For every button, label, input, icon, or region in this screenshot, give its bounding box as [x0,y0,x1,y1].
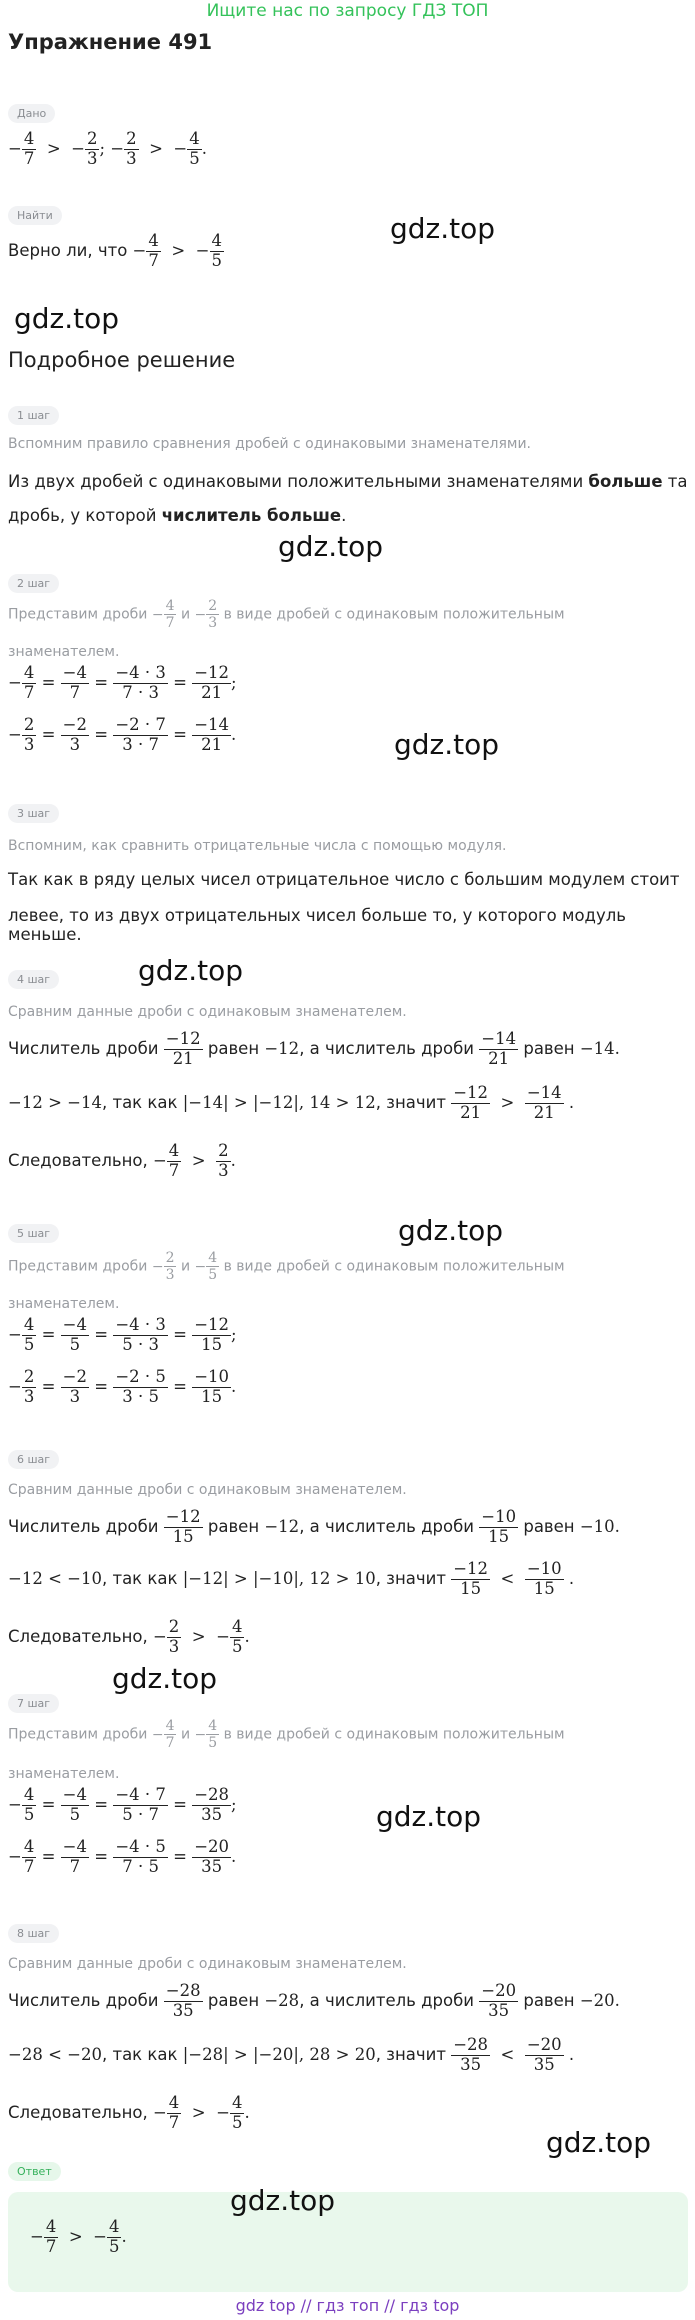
conversion-row: − $\frac{4}{5}$ = $\frac{-4}{5}$ = $\frac{-4 \cdot 3}{5 \cdot 3}$ = $\frac{-12}{15}$ ; [8,1315,237,1354]
conversion-row: − $\frac{2}{3}$ = $\frac{-2}{3}$ = $\frac{-2 \cdot 7}{3 \cdot 7}$ = $\frac{-14}{21}$ . [8,715,237,754]
step-tag: 7 шаг [8,1692,59,1713]
watermark: gdz.top [14,302,120,335]
conclusion: Следовательно, − $\frac{4}{7}$ > − $\frac{4}{5}$ . [8,2093,250,2132]
answer-expression: − $\frac{4}{7}$ > − $\frac{4}{5}$ . [30,2217,127,2256]
step-hint: Представим дроби − $\frac{4}{7}$ и − $\frac{4}{5}$ в виде дробей с одинаковым положительным [8,1718,565,1752]
step-hint: Вспомним, как сравнить отрицательные числа с помощью модуля. [8,838,507,854]
watermark: gdz.top [376,1800,482,1833]
footer-links[interactable]: gdz top // гдз топ // гдз top [235,2296,460,2315]
step-hint: Сравним данные дроби с одинаковым знаменателем. [8,1956,407,1972]
given-expression: − $\frac{4}{7}$ > − $\frac{2}{3}$ ; − $\frac{2}{3}$ > − $\frac{4}{5}$ . [8,129,207,168]
step-hint-cont: знаменателем. [8,1296,120,1312]
rule-line-1: Из двух дробей с одинаковыми положительными знаменателями больше та [8,472,688,491]
modulus-comparison: −12 < −10, так как |−12| > |−10|, 12 > 10, значит $\frac{-12}{15}$ < $\frac{-10}{15}$ . [8,1559,575,1598]
step-hint: Сравним данные дроби с одинаковым знаменателем. [8,1004,407,1020]
conclusion: Следовательно, − $\frac{4}{7}$ > $\frac{2}{3}$ . [8,1141,236,1180]
find-tag: Найти [8,204,62,225]
solution-title: Подробное решение [8,348,236,372]
watermark: gdz.top [398,1214,504,1247]
given-tag: Дано [8,102,55,123]
watermark: gdz.top [112,1662,218,1695]
conversion-row: − $\frac{4}{7}$ = $\frac{-4}{7}$ = $\frac{-4 \cdot 3}{7 \cdot 3}$ = $\frac{-12}{21}$ ; [8,663,237,702]
numerator-comparison: Числитель дроби $\frac{-28}{35}$ равен −28, а числитель дроби $\frac{-20}{35}$ равен −20. [8,1981,620,2020]
numerator-comparison: Числитель дроби $\frac{-12}{21}$ равен −12, а числитель дроби $\frac{-14}{21}$ равен −14. [8,1029,620,1068]
explanation-line-1: Так как в ряду целых чисел отрицательное число с большим модулем стоит [8,870,680,889]
numerator-comparison: Числитель дроби $\frac{-12}{15}$ равен −12, а числитель дроби $\frac{-10}{15}$ равен −10. [8,1507,620,1546]
conversion-row: − $\frac{4}{5}$ = $\frac{-4}{5}$ = $\frac{-4 \cdot 7}{5 \cdot 7}$ = $\frac{-28}{35}$ ; [8,1785,237,1824]
step-hint-cont: знаменателем. [8,644,120,660]
conclusion: Следовательно, − $\frac{2}{3}$ > − $\frac{4}{5}$ . [8,1617,250,1656]
watermark: gdz.top [278,530,384,563]
step-tag: 5 шаг [8,1222,59,1243]
modulus-comparison: −28 < −20, так как |−28| > |−20|, 28 > 20, значит $\frac{-28}{35}$ < $\frac{-20}{35}$ . [8,2035,575,2074]
modulus-comparison: −12 > −14, так как |−14| > |−12|, 14 > 12, значит $\frac{-12}{21}$ > $\frac{-14}{21}$ . [8,1083,575,1122]
watermark: gdz.top [230,2184,336,2217]
explanation-line-2: левее, то из двух отрицательных чисел больше то, у которого модуль меньше. [8,906,626,944]
watermark: gdz.top [394,728,500,761]
step-hint-cont: знаменателем. [8,1766,120,1782]
conversion-row: − $\frac{2}{3}$ = $\frac{-2}{3}$ = $\frac{-2 \cdot 5}{3 \cdot 5}$ = $\frac{-10}{15}$ . [8,1367,237,1406]
step-tag: 1 шаг [8,404,59,425]
step-tag: 2 шаг [8,572,59,593]
conversion-row: − $\frac{4}{7}$ = $\frac{-4}{7}$ = $\frac{-4 \cdot 5}{7 \cdot 5}$ = $\frac{-20}{35}$ . [8,1837,237,1876]
step-tag: 8 шаг [8,1922,59,1943]
step-hint: Вспомним правило сравнения дробей с одинаковыми знаменателями. [8,436,532,452]
find-question: Верно ли, что − $\frac{4}{7}$ > − $\frac{4}{5}$ [8,231,223,270]
top-banner[interactable]: Ищите нас по запросу ГДЗ ТОП [206,1,489,21]
step-tag: 3 шаг [8,802,59,823]
exercise-title: Упражнение 491 [8,30,213,54]
watermark: gdz.top [138,954,244,987]
step-tag: 6 шаг [8,1448,59,1469]
rule-line-2: дробь, у которой числитель больше. [8,506,347,525]
step-tag: 4 шаг [8,968,59,989]
step-hint: Представим дроби − $\frac{2}{3}$ и − $\frac{4}{5}$ в виде дробей с одинаковым положительным [8,1250,565,1284]
step-hint: Сравним данные дроби с одинаковым знаменателем. [8,1482,407,1498]
watermark: gdz.top [546,2126,652,2159]
answer-tag: Ответ [8,2160,61,2181]
watermark: gdz.top [390,212,496,245]
step-hint: Представим дроби − $\frac{4}{7}$ и − $\frac{2}{3}$ в виде дробей с одинаковым положительным [8,598,565,632]
